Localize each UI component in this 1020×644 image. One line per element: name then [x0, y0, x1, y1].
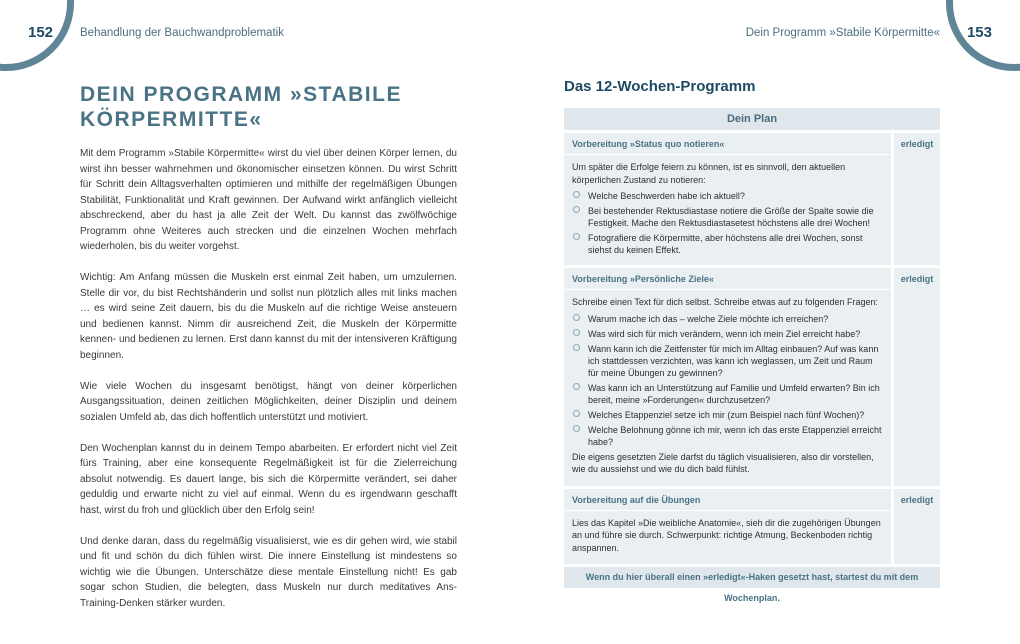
page-number-left: 152	[28, 24, 54, 41]
plan-row-uebungen	[564, 489, 940, 565]
chapter-title: DEIN PROGRAMM »STABILE KÖRPERMITTE«	[80, 83, 402, 131]
page-number-right: 153	[966, 24, 992, 41]
body-paragraph: Wie viele Wochen du insgesamt benötigst, hängt von deiner körperlichen Ausgangssituation, deinen zeitlichen Möglichkeiten, deiner Disziplin und deinem sozialen Umfeld ab, das dich hoffentlich unterstützt und motiviert.	[80, 380, 457, 423]
row-divider	[564, 510, 891, 511]
bullet-list	[572, 313, 883, 448]
list-item: Welche Belohnung gönne ich mir, wenn ich das erste Etappenziel erreicht habe?	[572, 424, 883, 448]
list-item: Bei bestehender Rektusdiastase notiere die Größe der Spalte sowie die Festigkeit. Mache den Rektusdiastasetest höchstens alle drei Wochen!	[572, 205, 883, 229]
circle-bullet-icon	[573, 383, 580, 390]
circle-bullet-icon	[573, 314, 580, 321]
row-divider	[564, 289, 891, 290]
plan-row-content	[564, 133, 894, 265]
body-paragraph: Den Wochenplan kannst du in deinem Tempo abarbeiten. Er erfordert nicht viel Zeit fürs Training, aber eine konsequente Regelmäßigkeit ist für die Zielerreichung absolut notwendig. Es dauert lange, bis sich die Körpermitte verändert, sei daher geduldig und erwarte nicht zu viel auf einmal. Wenn du es irgendwann geschafft hast, wirst du froh und glücklich über den Erfolg sein!	[80, 442, 457, 516]
plan-row-persoenliche-ziele	[564, 268, 940, 486]
circle-bullet-icon	[573, 233, 580, 240]
plan-row-title: Vorbereitung »Status quo notieren«	[572, 139, 725, 149]
plan-row-content	[564, 268, 894, 486]
circle-bullet-icon	[573, 344, 580, 351]
circle-bullet-icon	[573, 206, 580, 213]
plan-table-footer: Wenn du hier überall einen »erledigt«-Haken gesetzt hast, startest du mit dem Wochenplan.	[564, 567, 940, 588]
section-title: Das 12-Wochen-Programm	[564, 78, 756, 95]
list-item: Fotografiere die Körpermitte, aber höchstens alle drei Wochen, sonst siehst du keinen Effekt.	[572, 232, 883, 256]
circle-bullet-icon	[573, 425, 580, 432]
running-head-right: Dein Programm »Stabile Körpermitte«	[745, 27, 940, 39]
plan-row-intro: Um später die Erfolge feiern zu können, ist es sinnvoll, den aktuellen körperlichen Zustand zu notieren:	[572, 162, 846, 185]
plan-row-intro: Schreibe einen Text für dich selbst. Schreibe etwas auf zu folgenden Fragen:	[572, 297, 879, 307]
plan-row-intro: Lies das Kapitel »Die weibliche Anatomie«, sieh dir die zugehörigen Übungen an und führe sie durch. Schwerpunkt: richtige Atmung, Beckenboden richtig anspannen.	[572, 517, 881, 553]
list-item: Wann kann ich die Zeitfenster für mich im Alltag einbauen? Auf was kann ich stattdessen verzichten, was kann ich weglassen, um Zeit und Raum für meine Übungen zu gewinnen?	[572, 343, 883, 379]
status-label: erledigt	[900, 139, 934, 149]
circle-bullet-icon	[573, 191, 580, 198]
plan-row-status-quo	[564, 133, 940, 265]
status-label: erledigt	[900, 274, 934, 284]
left-page-content	[80, 82, 457, 627]
plan-table-header: Dein Plan	[564, 108, 940, 130]
row-divider	[564, 154, 891, 155]
list-item: Warum mache ich das – welche Ziele möchte ich erreichen?	[572, 313, 883, 325]
body-paragraph: Und denke daran, dass du regelmäßig visualisierst, wie es dir gehen wird, wie stabil und fit und schön du dich fühlen wirst. Die innere Einstellung ist mindestens so wichtig wie die Übungen. Unterschätze diese mentale Einstellung nicht! Es gab sogar schon Studien, die belegten, dass Muskeln nur durch meditatives Ans-Training-Denken stärker wurden.	[80, 535, 457, 609]
circle-bullet-icon	[573, 410, 580, 417]
list-item: Was kann ich an Unterstützung auf Familie und Umfeld erwarten? Bin ich bereit, meine »Forderungen« durchzusetzen?	[572, 382, 883, 406]
right-page-content	[564, 78, 940, 603]
list-item: Welches Etappenziel setze ich mir (zum Beispiel nach fünf Wochen)?	[572, 409, 883, 421]
plan-row-content	[564, 489, 894, 565]
status-label: erledigt	[900, 494, 934, 505]
plan-row-outro: Die eigens gesetzten Ziele darfst du täglich visualisieren, also dir vorstellen, wie du aussiehst und wie du dich bald fühlst.	[572, 451, 874, 474]
running-head-left: Behandlung der Bauchwandproblematik	[80, 27, 284, 39]
list-item: Welche Beschwerden habe ich aktuell?	[572, 190, 883, 202]
body-paragraph: Wichtig: Am Anfang müssen die Muskeln erst einmal Zeit haben, um umzulernen. Stelle dir vor, du bist Rechtshänderin und sollst nun plötzlich alles mit links machen … es wird seine Zeit dauern, bis du die Muskeln auf die richtige Weise ansteuern und bedienen kannst. Nimm dir ausreichend Zeit, die Muskeln der Körpermitte kennen- und bedienen zu lernen. Erst dann kannst du mit der intensiveren Kräftigung beginnen.	[80, 272, 457, 361]
plan-row-title: Vorbereitung »Persönliche Ziele«	[572, 274, 714, 284]
plan-row-title: Vorbereitung auf die Übungen	[572, 494, 701, 505]
bullet-list	[572, 190, 883, 256]
list-item: Was wird sich für mich verändern, wenn ich mein Ziel erreicht habe?	[572, 328, 883, 340]
circle-bullet-icon	[573, 329, 580, 336]
body-paragraph: Mit dem Programm »Stabile Körpermitte« wirst du viel über deinen Körper lernen, du wirst ihn besser wahrnehmen und ökonomischer einsetzen können. Du wirst Schritt für Schritt dein Alltagsverhalten optimieren und mithilfe der regelmäßigen Übungen Stabilität, Funktionalität und Kraft gewinnen. Der Aufwand wirkt anfänglich vielleicht abschreckend, aber du hast ja alle Zeit der Welt. Du kannst das zwölfwöchige Programm ohne Weiteres auch strecken und die einzelnen Wochen mehrfach wiederholen, bis du weiter vorgehst.	[80, 148, 457, 252]
